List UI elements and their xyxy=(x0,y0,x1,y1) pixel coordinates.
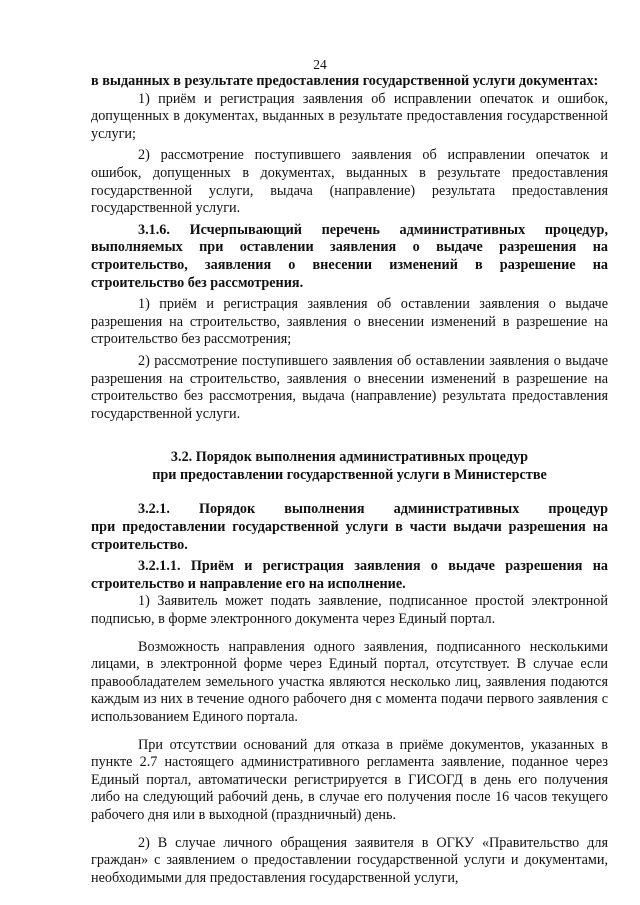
subsection-number: 3.2.1. xyxy=(138,501,170,518)
paragraph-continuation-heading: в выданных в результате предоставления государственной услуги документах: xyxy=(91,73,599,89)
clause-3-2-1-1-heading: 3.2.1.1. Приём и регистрация заявления о выдаче разрешения на строительство и направление его на исполнение. xyxy=(91,558,608,592)
heading-word: Порядок xyxy=(199,501,256,518)
list-item-2: 2) рассмотрение поступившего заявления об оставлении заявления о выдаче разрешения на строительство, заявления о внесении изменений в разрешение на строительство без рассмотрения, выдача (направление) результата предоставления государственной услуги. xyxy=(91,352,608,422)
section-title-line-2: при предоставлении государственной услуги в Министерстве xyxy=(152,466,547,483)
paragraph-electronic-submission: 1) Заявитель может подать заявление, подписанное простой электронной подписью, в форме электронного документа через Единый портал. xyxy=(91,593,608,628)
paragraph-multiple-applicants: Возможность направления одного заявления, подписанного несколькими лицами, в электронной форме через Единый портал, отсутствует. В случае если правообладателем земельного участка являются несколько лиц, заявления подаются каждым из них в течение одного рабочего дня с момента подачи первого заявления с использованием Единого портала. xyxy=(91,638,608,725)
document-body xyxy=(91,73,608,887)
heading-word: административных xyxy=(393,501,520,518)
page-number: 24 xyxy=(313,57,327,72)
heading-word: процедур xyxy=(548,501,608,518)
paragraph-personal-appeal: 2) В случае личного обращения заявителя в ОГКУ «Правительство для граждан» с заявлением о предоставлении государственной услуги и документами, необходимыми для предоставления государственной услуги, xyxy=(91,834,608,886)
section-title-line-1: 3.2. Порядок выполнения административных процедур xyxy=(170,449,529,466)
clause-3-1-6-heading: 3.1.6. Исчерпывающий перечень административных процедур, выполняемых при оставлении заявления о выдаче разрешения на строительство, заявления о внесении изменений в разрешение на строительство без рассмотрения. xyxy=(91,221,608,291)
section-3-2-title xyxy=(91,449,608,484)
list-item-1: 1) приём и регистрация заявления об исправлении опечаток и ошибок, допущенных в документах, выданных в результате предоставления государственной услуги; xyxy=(91,90,608,142)
list-item-2: 2) рассмотрение поступившего заявления об исправлении опечаток и ошибок, допущенных в документах, выданных в результате предоставления государственной услуги, выдача (направление) результата предоставления государственной услуги. xyxy=(91,147,608,217)
subsection-3-2-1-heading-line xyxy=(91,501,608,519)
subsection-3-2-1-heading-rest: при предоставлении государственной услуги в части выдачи разрешения на строительство. xyxy=(91,519,608,553)
list-item-1: 1) приём и регистрация заявления об оставлении заявления о выдаче разрешения на строительство, заявления о внесении изменений в разрешение на строительство без рассмотрения; xyxy=(91,296,608,348)
paragraph-registration: При отсутствии оснований для отказа в приёме документов, указанных в пункте 2.7 настоящего административного регламента заявление, поданное через Единый портал, автоматически регистрируется в ГИСОГД в день его получения либо на следующий рабочий день, в случае его получения после 16 часов текущего рабочего дня или в выходной (праздничный) день. xyxy=(91,736,608,823)
heading-word: выполнения xyxy=(284,501,365,518)
